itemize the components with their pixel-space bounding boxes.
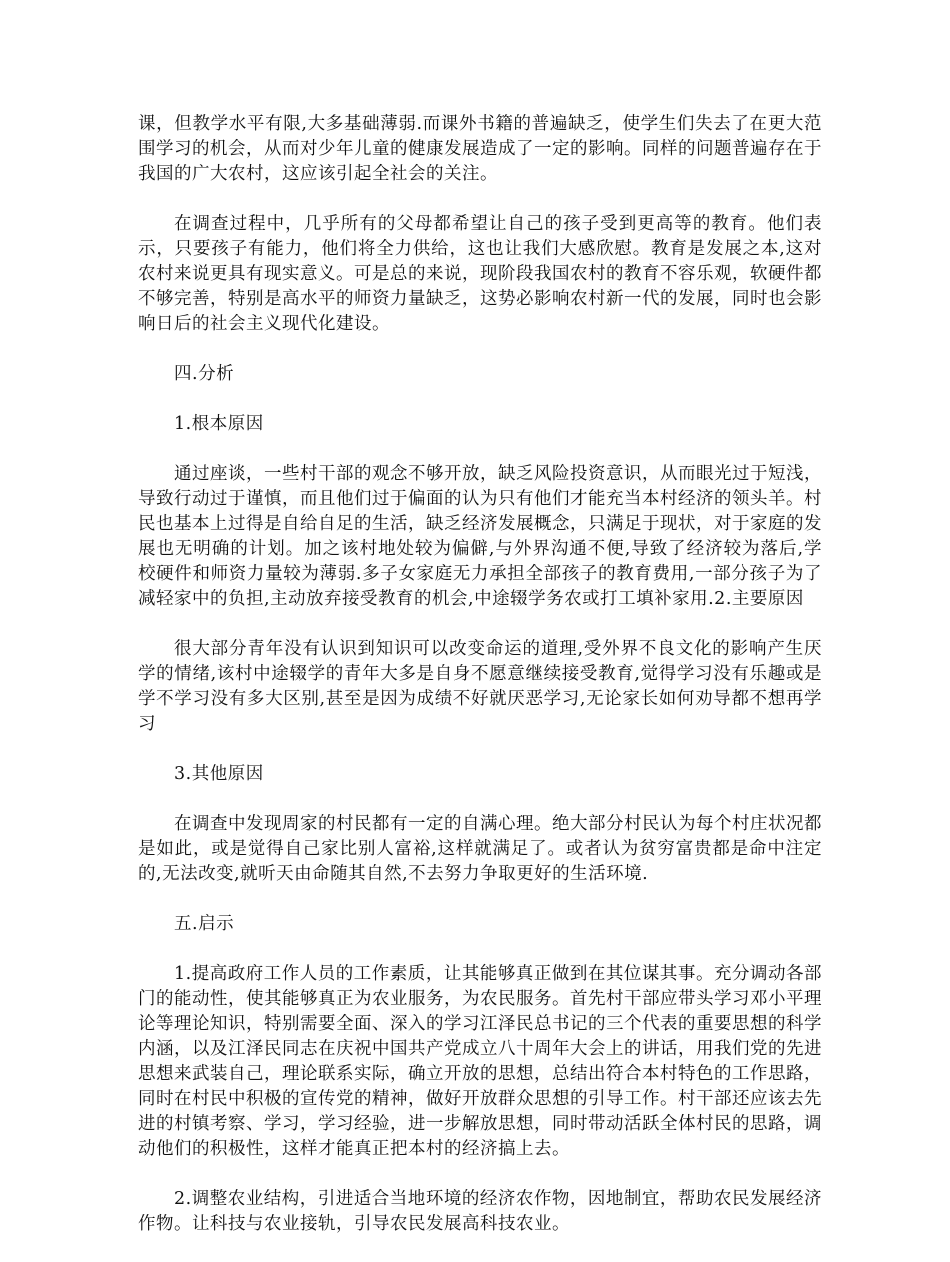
- paragraph-other-cause: 在调查中发现周家的村民都有一定的自满心理。绝大部分村民认为每个村庄状况都是如此，或是觉得自己家比别人富裕,这样就满足了。或者认为贫穷富贵都是命中注定的,无法改变,就听天由命随其自然,不去努力争取更好的生活环境.: [138, 814, 822, 884]
- paragraph-insight-2: 2.调整农业结构，引进适合当地环境的经济农作物，因地制宜，帮助农民发展经济作物。让科技与农业接轨，引导农民发展高科技农业。: [138, 1189, 822, 1234]
- paragraph-root-cause: 通过座谈，一些村干部的观念不够开放，缺乏风险投资意识，从而眼光过于短浅，导致行动过于谨慎，而且他们过于偏面的认为只有他们才能充当本村经济的领头羊。村民也基本上过得是自给自足的生活，缺乏经济发展概念，只满足于现状，对于家庭的发展也无明确的计划。加之该村地处较为偏僻,与外界沟通不便,导致了经济较为落后,学校硬件和师资力量较为薄弱.多子女家庭无力承担全部孩子的教育费用,一部分孩子为了减轻家中的负担,主动放弃接受教育的机会,中途辍学务农或打工填补家用.2.主要原因: [138, 464, 822, 609]
- paragraph-main-cause: 很大部分青年没有认识到知识可以改变命运的道理,受外界不良文化的影响产生厌学的情绪,该村中途辍学的青年大多是自身不愿意继续接受教育,觉得学习没有乐趣或是学不学习没有多大区别,甚至是因为成绩不好就厌恶学习,无论家长如何劝导都不想再学习: [138, 639, 822, 734]
- subheading-root-cause: 1.根本原因: [174, 414, 264, 434]
- paragraph-insight-1: 1.提高政府工作人员的工作素质，让其能够真正做到在其位谋其事。充分调动各部门的能动性，使其能够真正为农业服务，为农民服务。首先村干部应带头学习邓小平理论等理论知识，特别需要全面、深入的学习江泽民总书记的三个代表的重要思想的科学内涵，以及江泽民同志在庆祝中国共产党成立八十周年大会上的讲话，用我们党的先进思想来武装自己，理论联系实际，确立开放的思想，总结出符合本村特色的工作思路，同时在村民中积极的宣传党的精神，做好开放群众思想的引导工作。村干部还应该去先进的村镇考察、学习，学习经验，进一步解放思想，同时带动活跃全体村民的思路，调动他们的积极性，这样才能真正把本村的经济搞上去。: [138, 964, 822, 1159]
- section-heading-insights: 五.启示: [174, 914, 235, 934]
- section-heading-analysis: 四.分析: [174, 364, 235, 384]
- paragraph-2: 在调查过程中，几乎所有的父母都希望让自己的孩子受到更高等的教育。他们表示，只要孩子有能力，他们将全力供给，这也让我们大感欣慰。教育是发展之本,这对农村来说更具有现实意义。可是总的来说，现阶段我国农村的教育不容乐观，软硬件都不够完善，特别是高水平的师资力量缺乏，这势必影响农村新一代的发展，同时也会影响日后的社会主义现代化建设。: [138, 214, 822, 334]
- subheading-other-cause: 3.其他原因: [174, 764, 264, 784]
- document-page: [138, 112, 822, 1262]
- paragraph-1: 课，但教学水平有限,大多基础薄弱.而课外书籍的普遍缺乏，使学生们失去了在更大范围学习的机会，从而对少年儿童的健康发展造成了一定的影响。同样的问题普遍存在于我国的广大农村，这应该引起全社会的关注。: [138, 114, 822, 184]
